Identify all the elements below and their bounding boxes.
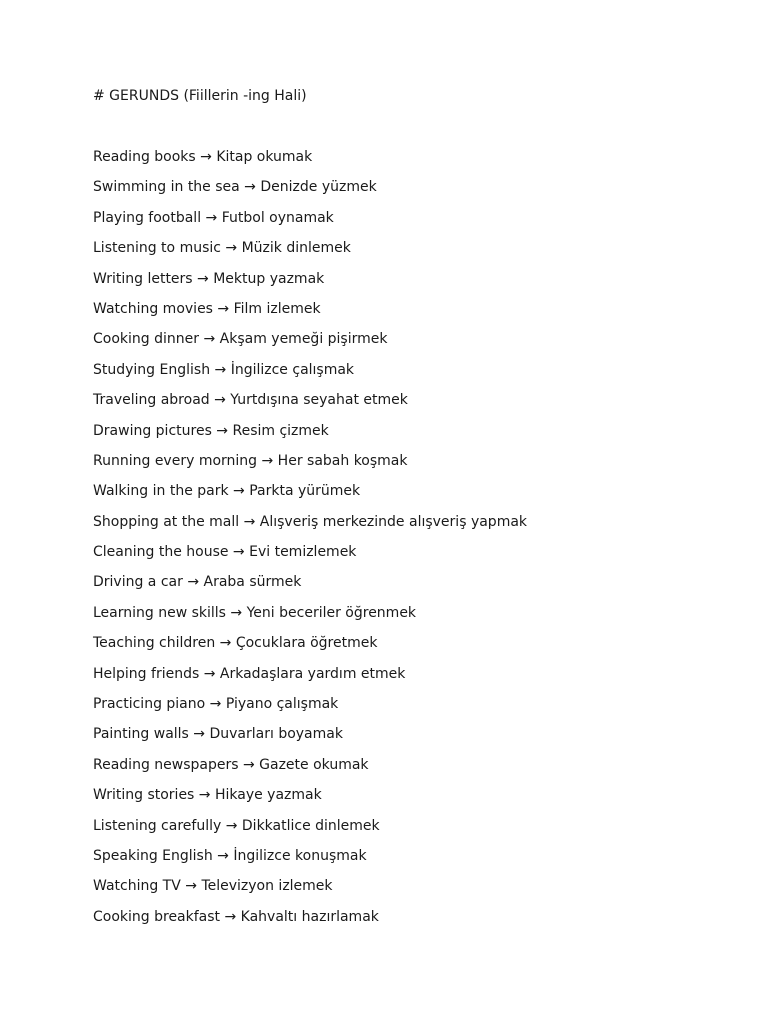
gerund-list-item: Writing letters → Mektup yazmak <box>93 270 325 287</box>
gerund-list-item: Cooking breakfast → Kahvaltı hazırlamak <box>93 908 379 925</box>
gerund-list-item: Walking in the park → Parkta yürümek <box>93 483 361 500</box>
gerund-list-item: Studying English → İngilizce çalışmak <box>93 361 355 378</box>
gerund-list-item: Teaching children → Çocuklara öğretmek <box>93 635 378 652</box>
gerund-list-item: Writing stories → Hikaye yazmak <box>93 787 322 804</box>
gerund-list-item: Cooking dinner → Akşam yemeği pişirmek <box>93 331 388 348</box>
gerund-list <box>93 148 527 938</box>
gerund-list-item: Drawing pictures → Resim çizmek <box>93 422 329 439</box>
gerund-list-item: Speaking English → İngilizce konuşmak <box>93 847 367 864</box>
gerund-list-item: Watching TV → Televizyon izlemek <box>93 878 333 895</box>
gerund-list-item: Swimming in the sea → Denizde yüzmek <box>93 179 377 196</box>
gerund-list-item: Listening carefully → Dikkatlice dinlemek <box>93 817 380 834</box>
gerund-list-item: Listening to music → Müzik dinlemek <box>93 240 351 257</box>
gerund-list-item: Reading books → Kitap okumak <box>93 149 313 165</box>
document-body <box>93 87 733 925</box>
gerund-list-item: Playing football → Futbol oynamak <box>93 209 334 226</box>
gerund-list-item: Driving a car → Araba sürmek <box>93 574 302 591</box>
gerund-list-item: Running every morning → Her sabah koşmak <box>93 452 408 469</box>
gerund-list-item: Practicing piano → Piyano çalışmak <box>93 696 339 713</box>
gerund-list-item: Painting walls → Duvarları boyamak <box>93 726 343 743</box>
gerund-list-item: Watching movies → Film izlemek <box>93 300 321 317</box>
gerund-list-item: Shopping at the mall → Alışveriş merkezinde alışveriş yapmak <box>93 513 528 530</box>
document-title: # GERUNDS (Fiillerin -ing Hali) <box>93 88 307 104</box>
gerund-list-item: Traveling abroad → Yurtdışına seyahat etmek <box>93 392 408 409</box>
gerund-list-item: Reading newspapers → Gazete okumak <box>93 756 369 773</box>
gerund-list-item: Helping friends → Arkadaşlara yardım etmek <box>93 665 406 682</box>
gerund-list-item: Learning new skills → Yeni beceriler öğrenmek <box>93 604 417 621</box>
gerund-list-item: Cleaning the house → Evi temizlemek <box>93 544 357 561</box>
